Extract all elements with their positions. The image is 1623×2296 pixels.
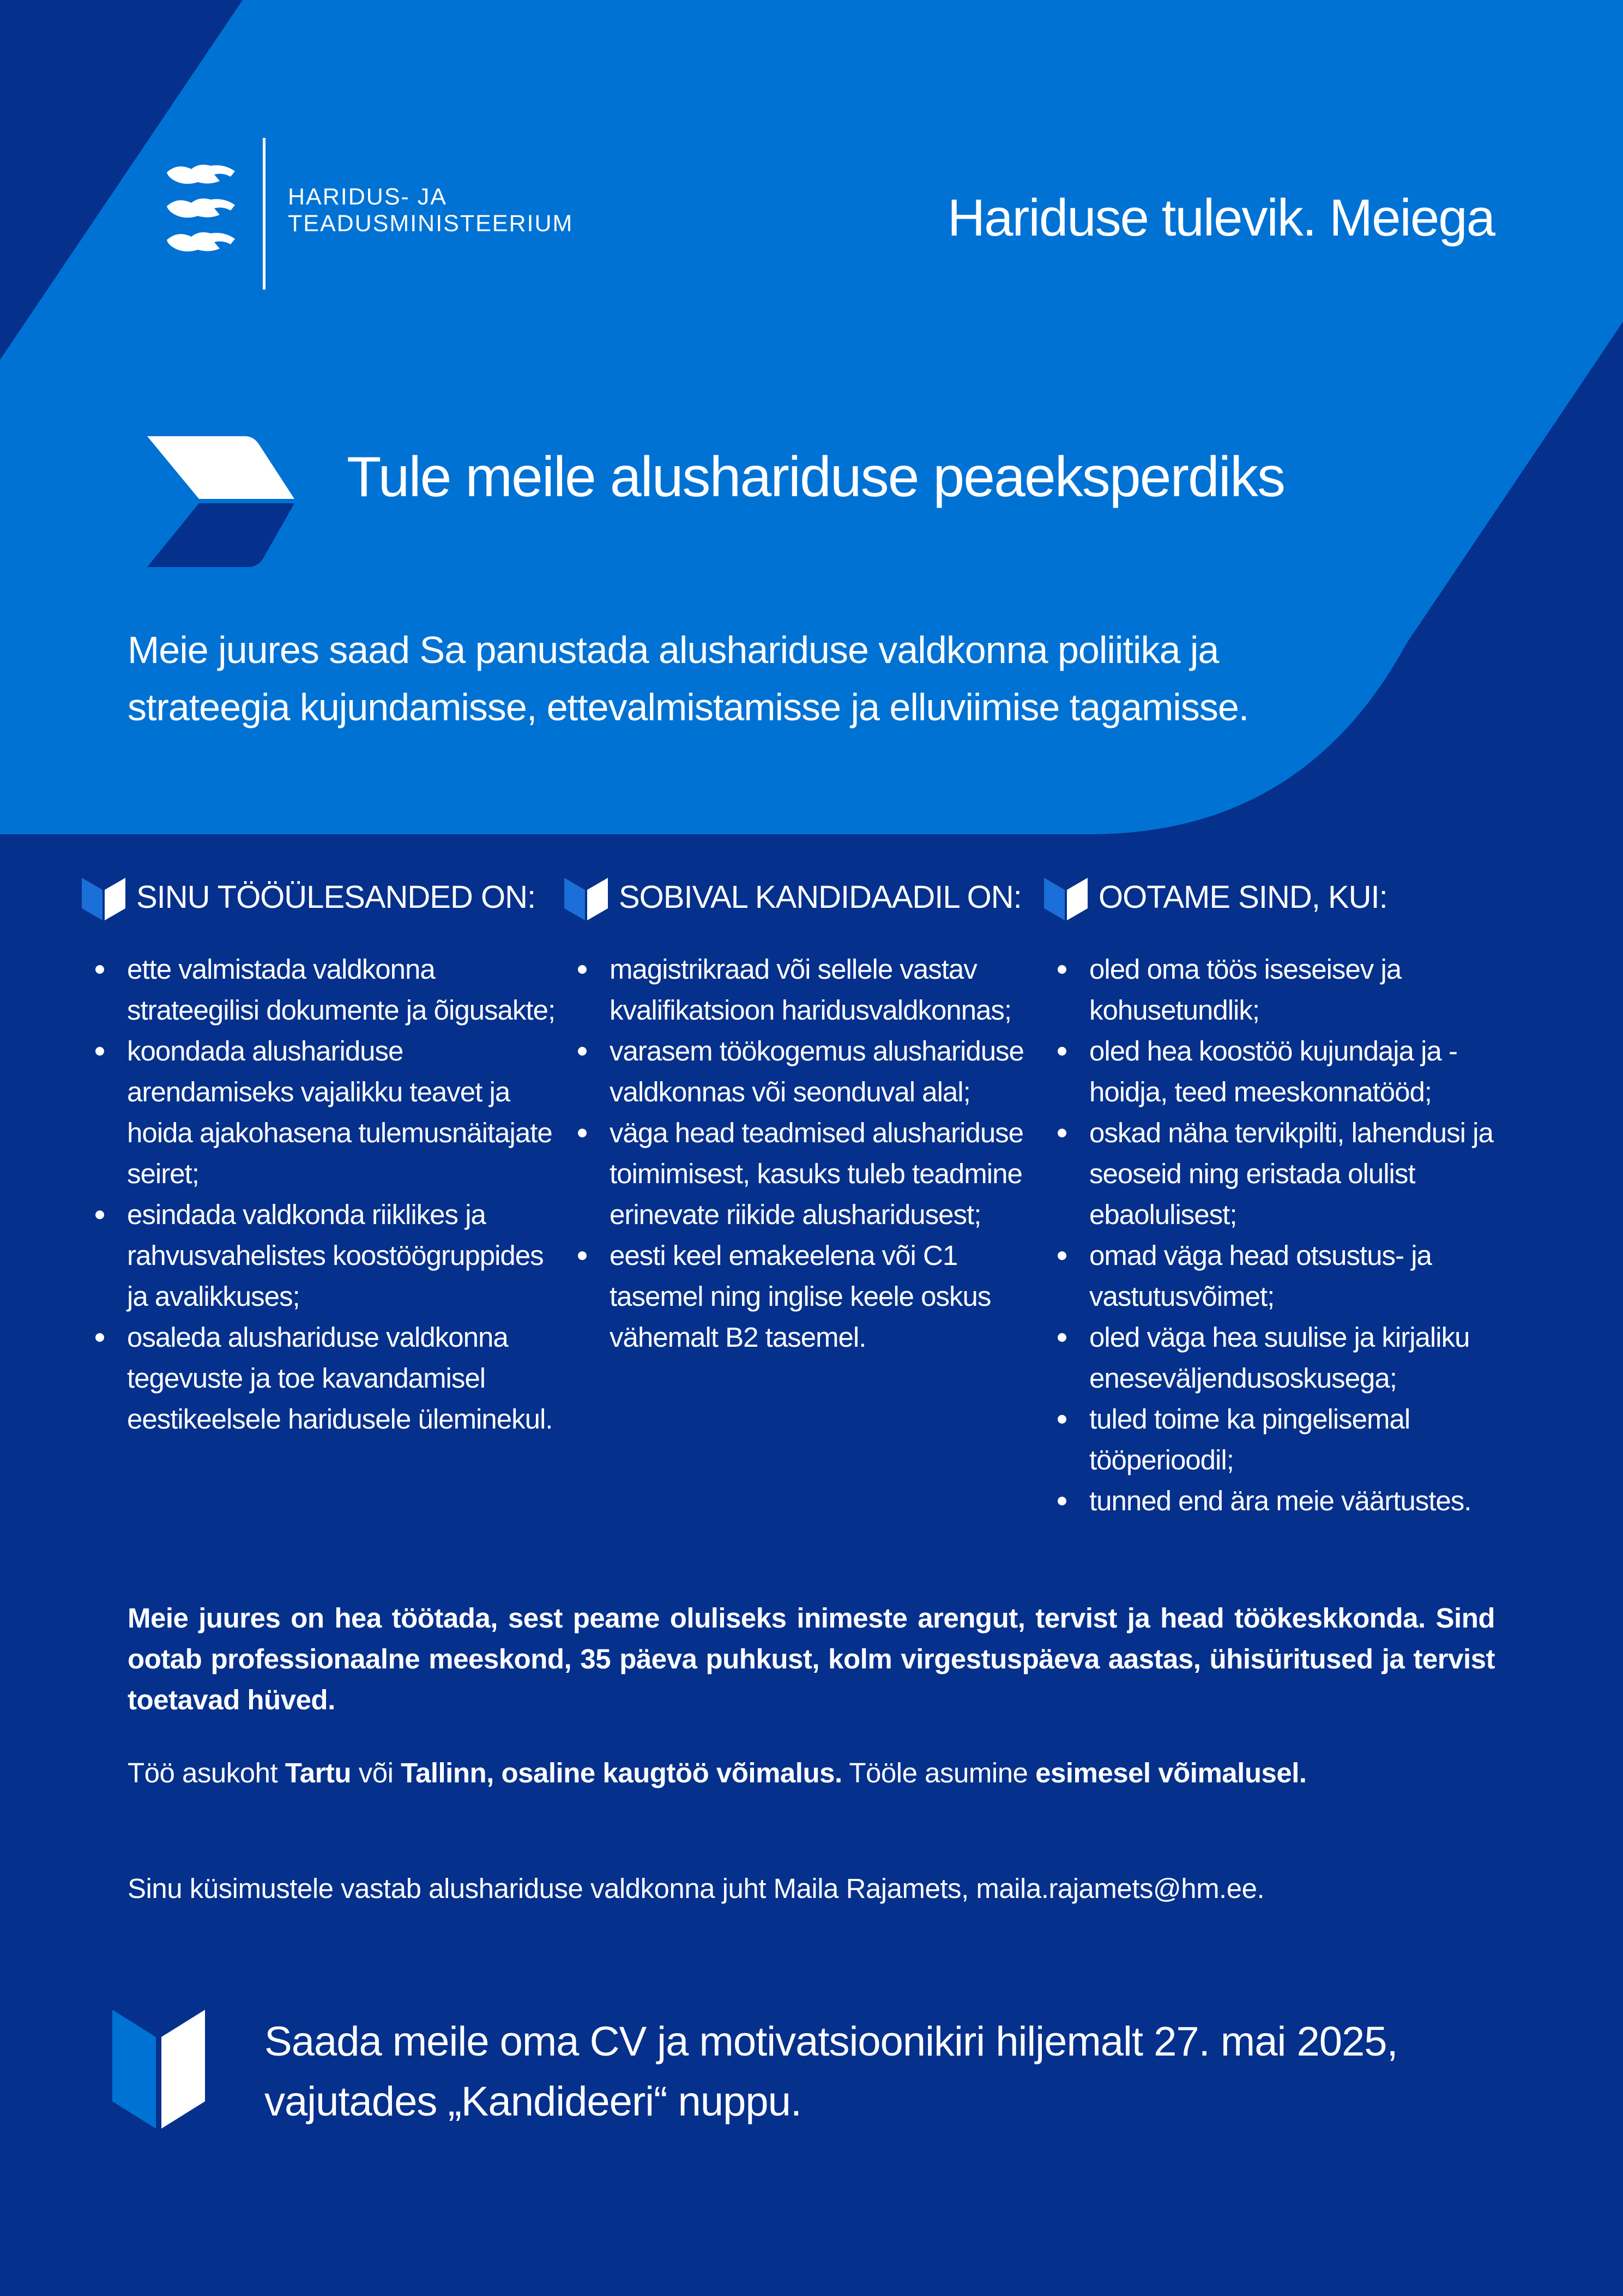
- list-item: omad väga head otsustus- ja vastutusvõimet;: [1089, 1235, 1524, 1317]
- column-tasks: [82, 872, 562, 1439]
- list-item: esindada valdkonda riiklikes ja rahvusvahelistes koostöögruppides ja avalikkuses;: [127, 1194, 562, 1317]
- column-heading-text: SINU TÖÖÜLESANDED ON:: [136, 879, 536, 915]
- column-heading-text: OOTAME SIND, KUI:: [1099, 879, 1387, 915]
- list-item: oskad näha tervikpilti, lahendusi ja seoseid ning eristada olulist ebaolulisest;: [1089, 1112, 1524, 1235]
- column-heading: [1044, 872, 1524, 921]
- task-list: [82, 949, 562, 1439]
- list-item: ette valmistada valdkonna strateegilisi dokumente ja õigusakte;: [127, 949, 562, 1031]
- start-date: esimesel võimalusel.: [1035, 1757, 1307, 1788]
- list-item: koondada alushariduse arendamiseks vajalikku teavet ja hoida ajakohasena tulemusnäitajate seiret;: [127, 1031, 562, 1194]
- list-item: väga head teadmised alushariduse toimimisest, kasuks tuleb teadmine erinevate riikide alusharidusest;: [610, 1112, 1044, 1235]
- cta-line1: Saada meile oma CV ja motivatsioonikiri hiljemalt 27. mai 2025,: [264, 2018, 1398, 2065]
- list-item: varasem töökogemus alushariduse valdkonnas või seonduval alal;: [610, 1031, 1044, 1112]
- location-city-tartu: Tartu: [285, 1757, 352, 1788]
- location-text: [128, 1752, 1495, 1793]
- column-heading-text: SOBIVAL KANDIDAADIL ON:: [619, 879, 1022, 915]
- book-icon: [1044, 873, 1088, 920]
- slogan: Hariduse tulevik. Meiega: [947, 189, 1494, 247]
- expectation-list: [1044, 949, 1524, 1521]
- book-icon: [564, 873, 608, 920]
- list-item: oled oma töös iseseisev ja kohusetundlik;: [1089, 949, 1524, 1031]
- list-item: magistrikraad või sellele vastav kvalifikatsioon haridusvaldkonnas;: [610, 949, 1044, 1031]
- column-requirements: [564, 872, 1044, 1358]
- location-city-tallinn: Tallinn, osaline kaugtöö võimalus.: [401, 1757, 842, 1788]
- page-title: Tule meile alushariduse peaeksperdiks: [347, 445, 1284, 509]
- location-prefix: Töö asukoht: [128, 1757, 285, 1788]
- book-icon: [112, 2004, 205, 2129]
- start-prefix: Tööle asumine: [842, 1757, 1036, 1788]
- list-item: tunned end ära meie väärtustes.: [1089, 1480, 1524, 1521]
- column-heading: [564, 872, 1044, 921]
- list-item: tuled toime ka pingelisemal tööperioodil;: [1089, 1399, 1524, 1480]
- chevron-mark-icon: [147, 433, 297, 570]
- column-expectations: [1044, 872, 1524, 1521]
- location-or: või: [351, 1757, 401, 1788]
- call-to-action: [264, 2012, 1518, 2132]
- list-item: osaleda alushariduse valdkonna tegevuste ja toe kavandamisel eestikeelsele haridusele üleminekul.: [127, 1317, 562, 1439]
- logo-divider: [263, 138, 266, 290]
- three-lions-coat-of-arms-icon: [161, 161, 241, 266]
- list-item: oled hea koostöö kujundaja ja -hoidja, teed meeskonnatööd;: [1089, 1031, 1524, 1112]
- ministry-name: [288, 184, 593, 238]
- book-icon: [82, 873, 125, 920]
- cta-line2: vajutades „Kandideeri“ nuppu.: [264, 2078, 802, 2125]
- intro-text: Meie juures saad Sa panustada alushariduse valdkonna poliitika ja strateegia kujundamisse, ettevalmistamisse ja elluviimise tagamisse.: [128, 629, 1249, 728]
- ministry-name-line2: TEADUSMINISTEERIUM: [288, 210, 574, 237]
- benefits-text: Meie juures on hea töötada, sest peame oluliseks inimeste arengut, tervist ja head töökeskkonda. Sind ootab professionaalne meeskond, 35 päeva puhkust, kolm virgestuspäeva aastas, ühisüritused ja tervist toetavad hüved.: [128, 1602, 1495, 1715]
- contact-text: Sinu küsimustele vastab alushariduse valdkonna juht Maila Rajamets, maila.rajamets@hm.ee.: [128, 1873, 1265, 1904]
- list-item: oled väga hea suulise ja kirjaliku eneseväljendusoskusega;: [1089, 1317, 1524, 1399]
- column-heading: [82, 872, 562, 921]
- list-item: eesti keel emakeelena või C1 tasemel ning inglise keele oskus vähemalt B2 tasemel.: [610, 1235, 1044, 1358]
- ministry-name-line1: HARIDUS- JA: [288, 184, 447, 210]
- requirement-list: [564, 949, 1044, 1358]
